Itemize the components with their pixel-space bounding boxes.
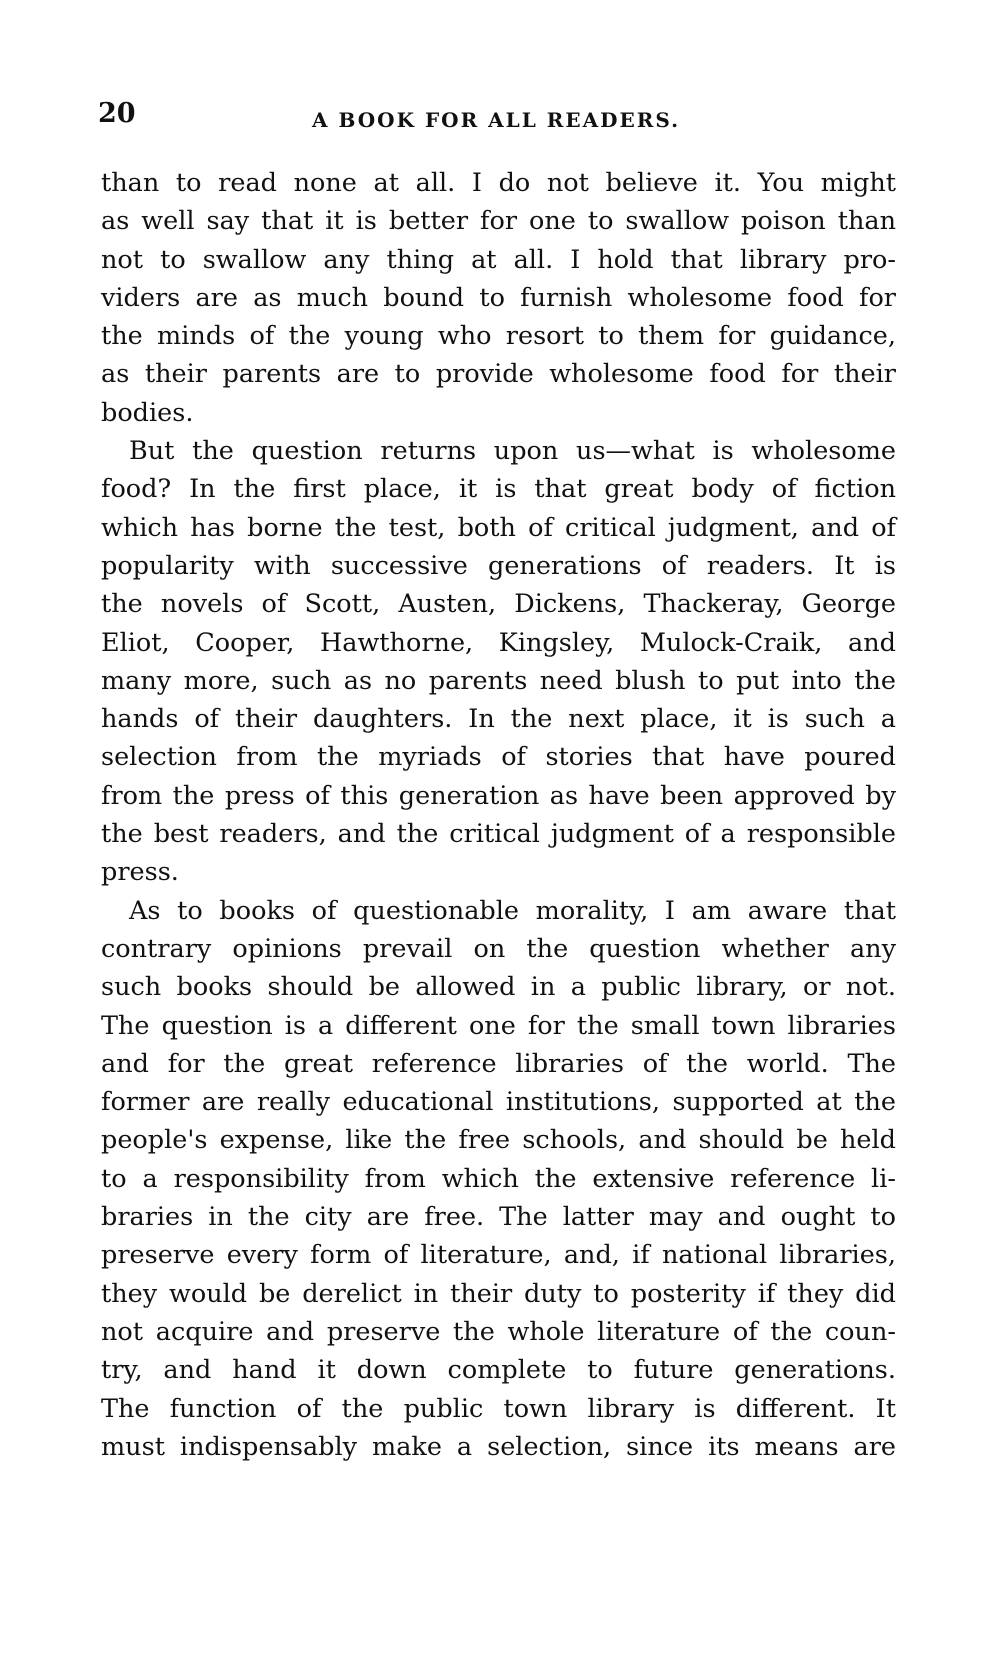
- text-line: braries in the city are free. The latter may and ought to: [101, 1202, 896, 1233]
- text-line: viders are as much bound to furnish wholesome food for: [101, 282, 896, 313]
- text-line: not to swallow any thing at all. I hold that library pro-: [101, 244, 896, 275]
- text-line: people's expense, like the free schools, and should be held: [101, 1125, 896, 1156]
- text-line: not acquire and preserve the whole literature of the coun-: [101, 1316, 896, 1347]
- text-line: as well say that it is better for one to swallow poison than: [101, 206, 896, 237]
- text-line: The question is a different one for the small town libraries: [101, 1010, 896, 1041]
- text-line: and for the great reference libraries of the world. The: [101, 1048, 896, 1079]
- text-line: as their parents are to provide wholesome food for their: [101, 359, 896, 390]
- text-line: the best readers, and the critical judgment of a responsible: [101, 819, 896, 850]
- text-line: contrary opinions prevail on the question whether any: [101, 933, 896, 964]
- text-line: preserve every form of literature, and, if national libraries,: [101, 1240, 896, 1271]
- body-text: [101, 164, 896, 1466]
- text-line: bodies.: [101, 397, 194, 428]
- text-line: such books should be allowed in a public library, or not.: [101, 972, 896, 1003]
- text-line: But the question returns upon us—what is wholesome: [129, 436, 896, 467]
- text-line: hands of their daughters. In the next place, it is such a: [101, 704, 896, 735]
- text-line: selection from the myriads of stories that have poured: [101, 742, 896, 773]
- text-line: which has borne the test, both of critical judgment, and of: [101, 512, 896, 543]
- text-line: popularity with successive generations of readers. It is: [101, 550, 896, 581]
- text-line: As to books of questionable morality, I am aware that: [129, 895, 896, 926]
- text-line: from the press of this generation as have been approved by: [101, 780, 896, 811]
- text-line: they would be derelict in their duty to posterity if they did: [101, 1278, 896, 1309]
- text-line: The function of the public town library is different. It: [101, 1393, 896, 1424]
- text-line: Eliot, Cooper, Hawthorne, Kingsley, Mulock-Craik, and: [101, 627, 896, 658]
- text-line: try, and hand it down complete to future generations.: [101, 1355, 896, 1386]
- running-title: A BOOK FOR ALL READERS.: [312, 108, 681, 132]
- text-line: to a responsibility from which the extensive reference li-: [101, 1163, 896, 1194]
- text-line: must indispensably make a selection, since its means are: [101, 1431, 896, 1462]
- text-line: food? In the first place, it is that great body of fiction: [101, 474, 896, 505]
- text-line: former are really educational institutions, supported at the: [101, 1087, 896, 1118]
- page-number: 20: [98, 98, 136, 129]
- text-line: the minds of the young who resort to them for guidance,: [101, 321, 896, 352]
- text-line: many more, such as no parents need blush to put into the: [101, 665, 896, 696]
- text-line: press.: [101, 857, 179, 888]
- text-line: the novels of Scott, Austen, Dickens, Thackeray, George: [101, 589, 896, 620]
- text-line: than to read none at all. I do not believe it. You might: [101, 168, 896, 198]
